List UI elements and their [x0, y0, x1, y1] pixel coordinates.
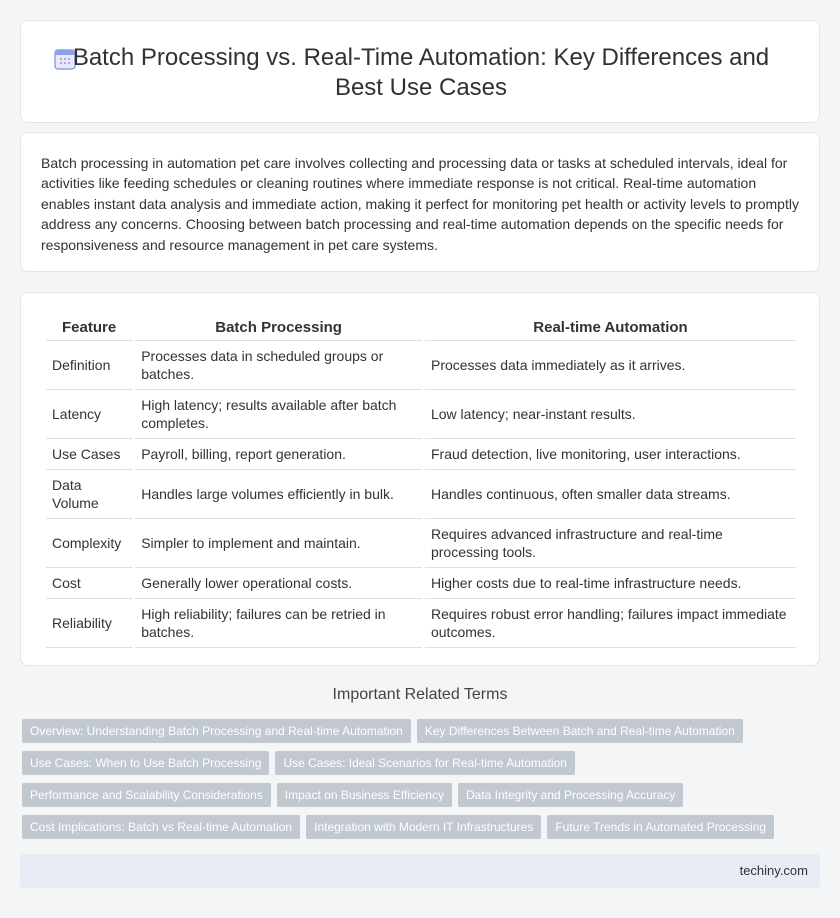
- realtime-cell: Low latency; near-instant results.: [425, 390, 796, 439]
- feature-cell: Use Cases: [46, 439, 132, 470]
- feature-cell: Definition: [46, 341, 132, 390]
- batch-cell: Payroll, billing, report generation.: [135, 439, 422, 470]
- feature-cell: Complexity: [46, 519, 132, 568]
- table-header-row: [46, 315, 796, 341]
- related-term-tag[interactable]: Key Differences Between Batch and Real-time Automation: [417, 719, 743, 743]
- title-card: [20, 20, 820, 123]
- batch-cell: High reliability; failures can be retried in batches.: [135, 599, 422, 648]
- feature-cell: Latency: [46, 390, 132, 439]
- intro-paragraph: Batch processing in automation pet care involves collecting and processing data or tasks at scheduled intervals, ideal for activities like feeding schedules or cleaning routines where immediate response is not critical. Real-time automation enables instant data analysis and immediate action, making it perfect for monitoring pet health or activity levels to promptly address any concerns. Choosing between batch processing and real-time automation depends on the specific needs for responsiveness and resource management in pet care systems.: [41, 155, 799, 253]
- batch-cell: Handles large volumes efficiently in bulk.: [135, 470, 422, 519]
- header-batch: Batch Processing: [135, 315, 422, 341]
- realtime-cell: Handles continuous, often smaller data streams.: [425, 470, 796, 519]
- related-term-tag[interactable]: Use Cases: When to Use Batch Processing: [22, 751, 269, 775]
- feature-cell: Cost: [46, 568, 132, 599]
- table-row: [46, 519, 796, 568]
- footer: [20, 854, 820, 888]
- related-term-tag[interactable]: Integration with Modern IT Infrastructures: [306, 815, 541, 839]
- related-term-tag[interactable]: Impact on Business Efficiency: [277, 783, 452, 807]
- related-terms-list: [22, 719, 812, 839]
- table-row: [46, 599, 796, 648]
- table-row: [46, 341, 796, 390]
- realtime-cell: Requires robust error handling; failures impact immediate outcomes.: [425, 599, 796, 648]
- header-feature: Feature: [46, 315, 132, 341]
- related-term-tag[interactable]: Data Integrity and Processing Accuracy: [458, 783, 683, 807]
- batch-cell: High latency; results available after batch completes.: [135, 390, 422, 439]
- table-row: [46, 568, 796, 599]
- table-row: [46, 390, 796, 439]
- realtime-cell: Higher costs due to real-time infrastructure needs.: [425, 568, 796, 599]
- intro-card: [20, 132, 820, 272]
- related-term-tag[interactable]: Performance and Scalability Considerations: [22, 783, 271, 807]
- realtime-cell: Fraud detection, live monitoring, user interactions.: [425, 439, 796, 470]
- header-realtime: Real-time Automation: [425, 315, 796, 341]
- feature-cell: Reliability: [46, 599, 132, 648]
- related-term-tag[interactable]: Future Trends in Automated Processing: [547, 815, 774, 839]
- batch-cell: Processes data in scheduled groups or batches.: [135, 341, 422, 390]
- table-row: [46, 470, 796, 519]
- comparison-card: [20, 292, 820, 666]
- batch-cell: Simpler to implement and maintain.: [135, 519, 422, 568]
- comparison-table: [43, 315, 799, 648]
- page-title: Batch Processing vs. Real-Time Automation: Key Differences and Best Use Cases: [72, 44, 770, 101]
- realtime-cell: Requires advanced infrastructure and real-time processing tools.: [425, 519, 796, 568]
- related-term-tag[interactable]: Use Cases: Ideal Scenarios for Real-time Automation: [275, 751, 574, 775]
- related-terms-heading: Important Related Terms: [332, 686, 508, 703]
- batch-cell: Generally lower operational costs.: [135, 568, 422, 599]
- related-term-tag[interactable]: Cost Implications: Batch vs Real-time Automation: [22, 815, 300, 839]
- realtime-cell: Processes data immediately as it arrives.: [425, 341, 796, 390]
- feature-cell: Data Volume: [46, 470, 132, 519]
- related-term-tag[interactable]: Overview: Understanding Batch Processing and Real-time Automation: [22, 719, 411, 743]
- site-name[interactable]: techiny.com: [739, 863, 808, 878]
- table-row: [46, 439, 796, 470]
